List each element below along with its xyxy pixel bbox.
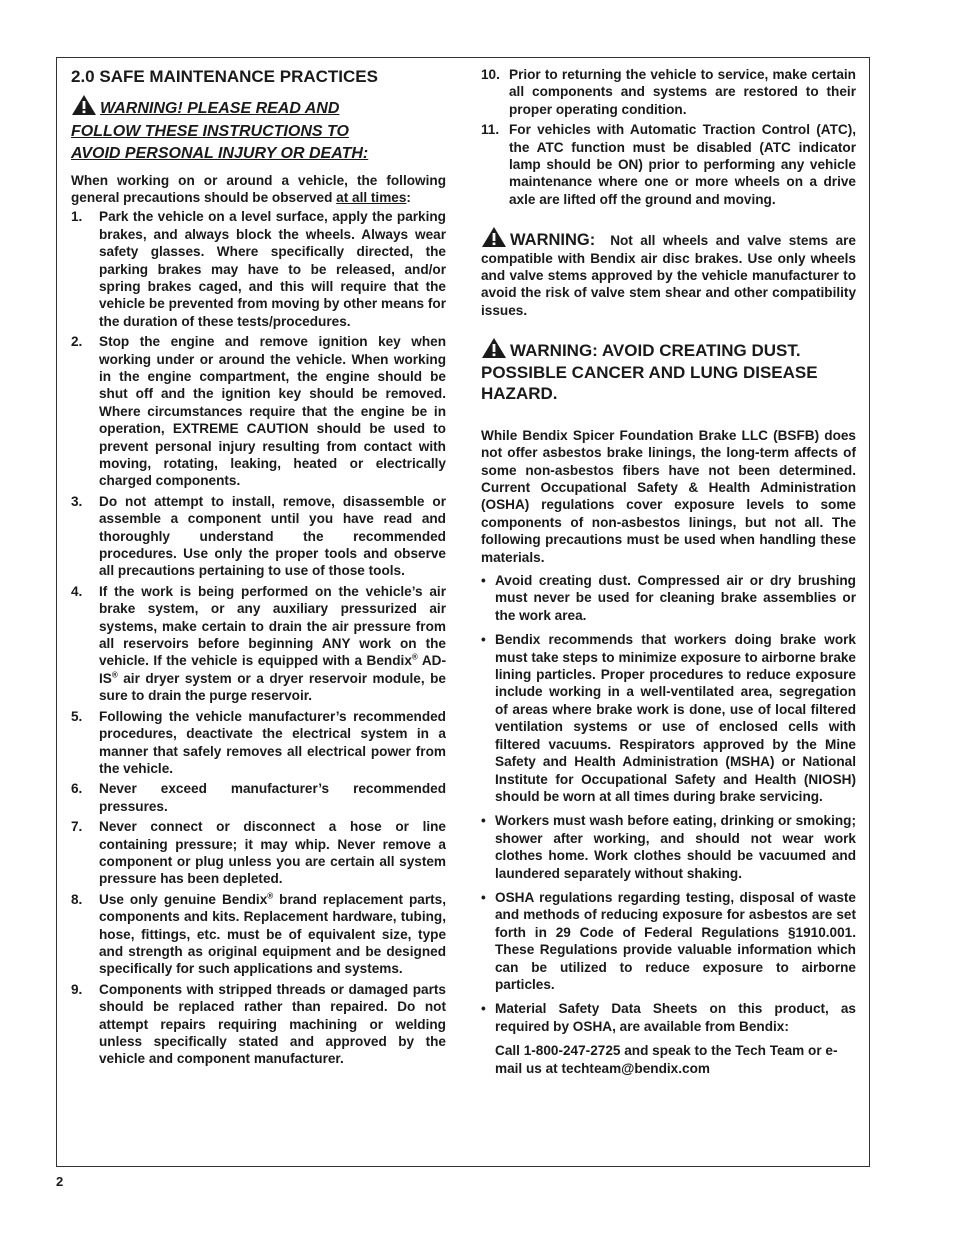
bullet: • [481,573,486,589]
intro-underlined: at all times [336,189,407,205]
list-item [71,583,446,705]
item-text: Use only genuine Bendix [99,891,268,907]
bullet: • [481,632,486,648]
item-text: Never exceed manufacturer’s recommended pressures. [99,781,446,814]
warning-heading [71,94,446,166]
registered-mark: ® [267,891,274,901]
item-text: Prior to returning the vehicle to service, make certain all components and systems are restored to their proper operating condition. [509,67,856,117]
item-number: 3. [71,493,83,509]
item-number: 10. [481,67,500,82]
item-number: 8. [71,891,83,907]
list-item [71,981,446,1068]
warning-heading-line-2: FOLLOW THESE INSTRUCTIONS TO [71,122,349,140]
list-item [71,333,446,490]
warning-text: Not all wheels and valve stems are compatible with Bendix air disc brakes. Use only wheels and valve stems approved by the vehicle manufacturer to avoid the risk of valve stem shear and other compatibility issues. [481,233,856,318]
item-text: Do not attempt to install, remove, disassemble or assemble a component until you have read and thoroughly understand the recommended procedures. Use only the proper tools and observe all precautions pertaining to use of those tools. [99,493,446,579]
list-item [71,708,446,778]
warning-triangle-icon [481,226,507,248]
list-item [481,121,856,208]
warning-heading-line-1 [71,94,446,121]
item-text: AD-IS [99,653,447,686]
list-item [481,631,856,805]
dust-hazard-heading [481,337,856,405]
item-text: brand replacement parts, components and kits. Replacement hardware, tubing, hose, fittings, etc. must be of equivalent size, type and strength as original equipment and be designed specifically for such applications and systems. [99,891,446,977]
item-text: Following the vehicle manufacturer’s recommended procedures, deactivate the electrical system in a manner that safely removes all electrical power from the vehicle. [99,708,446,776]
page-number: 2 [56,1174,64,1189]
item-text: Never connect or disconnect a hose or line containing pressure; it may whip. Never remove a component or plug unless you are certain all system pressure has been depleted. [99,819,446,887]
item-text: For vehicles with Automatic Traction Control (ATC), the ATC function must be disabled (ATC indicator lamp should be ON) prior to performing any vehicle maintenance where one or more wheels on a drive axle are lifted off the ground and moving. [509,122,856,207]
item-number: 6. [71,781,83,797]
precaution-list [71,208,446,1068]
warning-heading-text-1: WARNING! PLEASE READ AND [100,100,340,117]
bullet: • [481,813,486,829]
warning-label: WARNING: [510,231,596,250]
registered-mark: ® [411,652,418,662]
bullet: • [481,889,486,905]
valve-stem-warning [481,226,856,319]
item-number: 2. [71,334,83,350]
asbestos-paragraph: While Bendix Spicer Foundation Brake LLC (BSFB) does not offer asbestos brake linings, the long-term affects of some non-asbestos fibers have not been determined. Current Occupational Safety & Health Administration (OSHA) regulations cover exposure levels to some components of non-asbestos linings, but not all. The following precautions must be used when handling these materials. [481,427,856,565]
item-number: 11. [481,122,500,138]
item-number: 4. [71,583,83,599]
item-text: Components with stripped threads or damaged parts should be replaced rather than repaired. Do not attempt repairs requiring machining or welding unless specifically stated and approved by the vehicle and component manufacturer. [99,981,446,1067]
bullet-text: Workers must wash before eating, drinking or smoking; shower after working, and should not wear work clothes home. Work clothes should be vacuumed and laundered separately without shaking. [495,813,856,881]
dust-precaution-list [481,572,856,1035]
list-item [71,780,446,815]
item-number: 9. [71,981,83,997]
list-item [71,891,446,978]
list-item [481,889,856,993]
list-item [481,1000,856,1035]
item-number: 7. [71,819,83,835]
list-item [481,572,856,624]
list-item [481,812,856,882]
registered-mark: ® [111,670,118,680]
warning-triangle-icon [481,337,507,359]
list-item [481,66,856,118]
list-item [71,493,446,580]
item-text: Park the vehicle on a level surface, apply the parking brakes, and always block the wheels. Always wear safety glasses. Where specifically directed, the parking brakes may have to be released, and/or spring brakes caged, and this will require that the vehicle be prevented from moving by other means for the duration of these tests/procedures. [99,209,446,329]
item-number: 5. [71,708,83,724]
warning-triangle-icon [71,94,97,116]
list-item [71,818,446,888]
intro-paragraph [71,172,446,207]
item-text: air dryer system or a dryer reservoir module, be sure to drain the purge reservoir. [99,670,446,704]
item-text: Stop the engine and remove ignition key when working under or around the vehicle. When working in the engine compartment, the engine should be shut off and the ignition key should be removed. Where circumstances require that the engine be in operation, EXTREME CAUTION should be used to prevent personal injury resulting from contact with moving, rotating, leaking, heated or electrically charged components. [99,334,446,489]
list-item [71,208,446,330]
right-column [481,66,856,1077]
contact-info: Call 1-800-247-2725 and speak to the Tech Team or e-mail us at techteam@bendix.com [495,1043,838,1076]
bullet-text: Material Safety Data Sheets on this product, as required by OSHA, are available from Bendix: [495,1001,856,1034]
warning-heading-line-3: AVOID PERSONAL INJURY OR DEATH: [71,145,369,162]
bullet-text: Bendix recommends that workers doing brake work must take steps to minimize exposure to airborne brake lining particles. Proper procedures to reduce exposure include working in a well-ventilated area, segregation of areas where brake work is done, use of local filtered ventilation systems or use of enclosed cells with filtered vacuums. Respirators approved by the Mine Safety and Health Administration (MSHA) or National Institute for Occupational Safety and Health (NIOSH) should be worn at all times during brake servicing. [495,632,856,804]
left-column [71,66,446,1071]
bullet-text: Avoid creating dust. Compressed air or dry brushing must never be used for cleaning brake assemblies or the work area. [495,573,856,623]
section-heading: 2.0 SAFE MAINTENANCE PRACTICES [71,67,378,86]
precaution-list-continued [481,66,856,208]
item-number: 1. [71,209,83,225]
bullet-text: OSHA regulations regarding testing, disposal of waste and methods of reducing exposure for asbestos are set forth in 29 Code of Federal Regulations §1910.001. These Regulations provide valuable information which can be utilized to reduce exposure to airborne particles. [495,889,856,992]
intro-text: When working on or around a vehicle, the following general precautions should be observed [71,172,446,205]
intro-colon: : [406,189,411,205]
item-text: If the work is being performed on the vehicle’s air brake system, or any auxiliary pressurized air systems, make certain to drain the air pressure from all reservoirs before beginning ANY work on the vehicle. If the vehicle is equipped with a Bendix [99,583,446,669]
dust-hazard-text: WARNING: AVOID CREATING DUST. POSSIBLE CANCER AND LUNG DISEASE HAZARD. [481,341,818,404]
bullet: • [481,1001,486,1017]
